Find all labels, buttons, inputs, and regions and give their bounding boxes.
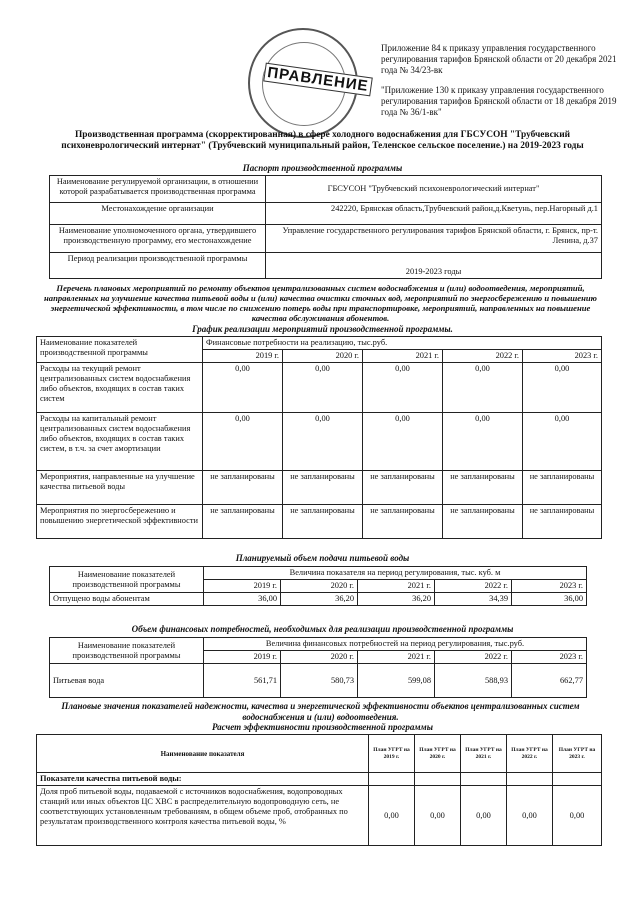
plan-header: План УГРТ на 2023 г. <box>553 735 602 773</box>
empty-cell <box>461 773 507 786</box>
supply-title: Планируемый объем подачи питьевой воды <box>235 553 410 563</box>
table-row <box>50 253 602 279</box>
finance-row-label: Питьевая вода <box>50 664 204 698</box>
reliability-title: Плановые значения показателей надежности, качества и энергетической эффективности объектов централизованных систем водоснабжения и (или) водоотведения. <box>61 701 580 722</box>
passport-table <box>49 175 602 279</box>
year-header: 2022 г. <box>443 350 523 363</box>
quality-value: 0,00 <box>553 786 602 846</box>
table-row <box>50 567 587 580</box>
table-row <box>37 505 602 539</box>
passport-title: Паспорт производственной программы <box>242 163 403 173</box>
year-header: 2020 г. <box>283 350 363 363</box>
quality-row-label: Доля проб питьевой воды, подаваемой с источников водоснабжения, водопроводных станций или иных объектов ЦС ХВС в распределительную водопроводную сеть, не соответствующих установленным требованиям, в общем объеме проб, отобранных по результатам производственного контроля качества питьевой воды, % <box>37 786 369 846</box>
official-stamp <box>248 28 370 138</box>
passport-value: 242220, Брянская область,Трубчевский район,д.Кветунь, пер.Нагорный д.1 <box>266 203 602 225</box>
finance-col-group: Величина финансовых потребностей на период регулирования, тыс.руб. <box>204 638 587 651</box>
supply-value: 36,20 <box>358 593 435 606</box>
supply-value: 36,00 <box>204 593 281 606</box>
plan-header: План УГРТ на 2019 г. <box>369 735 415 773</box>
measure-value: не запланированы <box>203 505 283 539</box>
year-header: 2021 г. <box>363 350 443 363</box>
appendix-header <box>381 43 626 127</box>
year-header: 2020 г. <box>281 580 358 593</box>
year-header: 2019 г. <box>203 350 283 363</box>
passport-value: 2019-2023 годы <box>266 253 602 279</box>
quality-value: 0,00 <box>415 786 461 846</box>
schedule-title: График реализации мероприятий производственной программы. <box>192 324 453 334</box>
finance-value: 599,08 <box>358 664 435 698</box>
empty-cell <box>415 773 461 786</box>
reliability-table <box>36 734 602 846</box>
finance-title: Объем финансовых потребностей, необходимых для реализации производственной программы <box>131 624 514 634</box>
measure-value: не запланированы <box>523 471 602 505</box>
table-row <box>50 593 587 606</box>
measure-value: 0,00 <box>283 363 363 413</box>
measure-value: не запланированы <box>443 505 523 539</box>
passport-label: Наименование уполномоченного органа, утвердившего производственную программу, его местонахождение <box>50 225 266 253</box>
year-header: 2019 г. <box>204 580 281 593</box>
appendix-130-text: "Приложение 130 к приказу управления государственного регулирования тарифов Брянской области от 18 декабря 2019 года № 36/1-вк" <box>381 85 617 117</box>
measure-value: не запланированы <box>283 505 363 539</box>
year-header: 2023 г. <box>523 350 602 363</box>
table-row <box>37 413 602 471</box>
passport-label: Наименование регулируемой организации, в отношении которой разрабатывается производственная программа <box>50 176 266 203</box>
measure-value: 0,00 <box>523 363 602 413</box>
measure-value: не запланированы <box>443 471 523 505</box>
measure-label: Мероприятия, направленные на улучшение качества питьевой воды <box>37 471 203 505</box>
year-header: 2022 г. <box>435 580 512 593</box>
finance-col-label: Наименование показателей производственной программы <box>50 638 204 664</box>
year-header: 2023 г. <box>512 651 587 664</box>
year-header: 2021 г. <box>358 580 435 593</box>
quality-value: 0,00 <box>461 786 507 846</box>
quality-section-label: Показатели качества питьевой воды: <box>37 773 369 786</box>
document-title: Производственная программа (скорректированная) в сфере холодного водоснабжения для ГБСУСОН "Трубчевский психоневрологический интернат" (Трубчевский муниципальный район, Теленское сельское поселение.) на 2019-2023 годы <box>61 130 584 151</box>
supply-value: 34,39 <box>435 593 512 606</box>
passport-value: Управление государственного регулирования тарифов Брянской области, г. Брянск, пр-т. Ленина, д.37 <box>266 225 602 253</box>
empty-cell <box>507 773 553 786</box>
appendix-84-text: Приложение 84 к приказу управления государственного регулирования тарифов Брянской области от 20 декабря 2021 года № 34/23-вк <box>381 43 617 75</box>
measure-value: не запланированы <box>283 471 363 505</box>
finance-value: 561,71 <box>204 664 281 698</box>
reliability-col-label: Наименование показателя <box>37 735 369 773</box>
table-row <box>37 337 602 350</box>
table-row <box>50 225 602 253</box>
table-row <box>50 638 587 651</box>
measures-col-group: Финансовые потребности на реализацию, тыс.руб. <box>203 337 602 350</box>
year-header: 2021 г. <box>358 651 435 664</box>
measure-label: Мероприятия по энергосбережению и повышению энергетической эффективности <box>37 505 203 539</box>
passport-value: ГБСУСОН "Трубчевский психоневрологический интернат" <box>266 176 602 203</box>
measure-value: 0,00 <box>443 363 523 413</box>
supply-row-label: Отпущено воды абонентам <box>50 593 204 606</box>
measure-value: 0,00 <box>363 363 443 413</box>
supply-table <box>49 566 587 606</box>
stamp-text: ПРАВЛЕНИЕ <box>263 63 373 97</box>
measure-label: Расходы на текущий ремонт централизованных систем водоснабжения либо объектов, входящих в состав таких систем <box>37 363 203 413</box>
year-header: 2020 г. <box>281 651 358 664</box>
measure-label: Расходы на капитальный ремонт централизованных систем водоснабжения либо объектов, входящих в состав таких систем, в т.ч. за счет амортизации <box>37 413 203 471</box>
table-row <box>37 773 602 786</box>
measures-table <box>36 336 602 539</box>
finance-value: 580,73 <box>281 664 358 698</box>
table-row <box>37 363 602 413</box>
measure-value: 0,00 <box>363 413 443 471</box>
measures-col-label: Наименование показателей производственной программы <box>37 337 203 363</box>
measure-value: не запланированы <box>363 505 443 539</box>
year-header: 2022 г. <box>435 651 512 664</box>
supply-value: 36,00 <box>512 593 587 606</box>
measure-value: не запланированы <box>523 505 602 539</box>
passport-label: Период реализации производственной программы <box>50 253 266 279</box>
passport-label: Местонахождение организации <box>50 203 266 225</box>
measure-value: 0,00 <box>203 363 283 413</box>
measure-value: 0,00 <box>203 413 283 471</box>
table-row <box>50 203 602 225</box>
plan-header: План УГРТ на 2021 г. <box>461 735 507 773</box>
table-row <box>37 735 602 773</box>
table-row <box>37 786 602 846</box>
measure-value: не запланированы <box>363 471 443 505</box>
plan-header: План УГРТ на 2022 г. <box>507 735 553 773</box>
table-row <box>50 664 587 698</box>
measures-intro: Перечень плановых мероприятий по ремонту объектов централизованных систем водоснабжения и (или) водоотведения, мероприятий, направленных на улучшение качества питьевой воды и (или) качества очистки сточных вод, мероприятий по энергосбережению и повышению энергетической эффективности, в том числе по снижению потерь воды при транспортировке, мероприятий, направленных на повышение качества обслуживания абонентов. <box>44 283 597 323</box>
empty-cell <box>553 773 602 786</box>
year-header: 2019 г. <box>204 651 281 664</box>
finance-value: 662,77 <box>512 664 587 698</box>
table-row <box>37 471 602 505</box>
table-row <box>50 176 602 203</box>
measure-value: 0,00 <box>283 413 363 471</box>
supply-col-label: Наименование показателей производственной программы <box>50 567 204 593</box>
plan-header: План УГРТ на 2020 г. <box>415 735 461 773</box>
efficiency-calc-title: Расчет эффективности производственной программы <box>212 722 433 732</box>
supply-col-group: Величина показателя на период регулирования, тыс. куб. м <box>204 567 587 580</box>
quality-value: 0,00 <box>369 786 415 846</box>
quality-value: 0,00 <box>507 786 553 846</box>
finance-table <box>49 637 587 698</box>
measure-value: не запланированы <box>203 471 283 505</box>
measure-value: 0,00 <box>443 413 523 471</box>
empty-cell <box>369 773 415 786</box>
supply-value: 36,20 <box>281 593 358 606</box>
year-header: 2023 г. <box>512 580 587 593</box>
finance-value: 588,93 <box>435 664 512 698</box>
measure-value: 0,00 <box>523 413 602 471</box>
